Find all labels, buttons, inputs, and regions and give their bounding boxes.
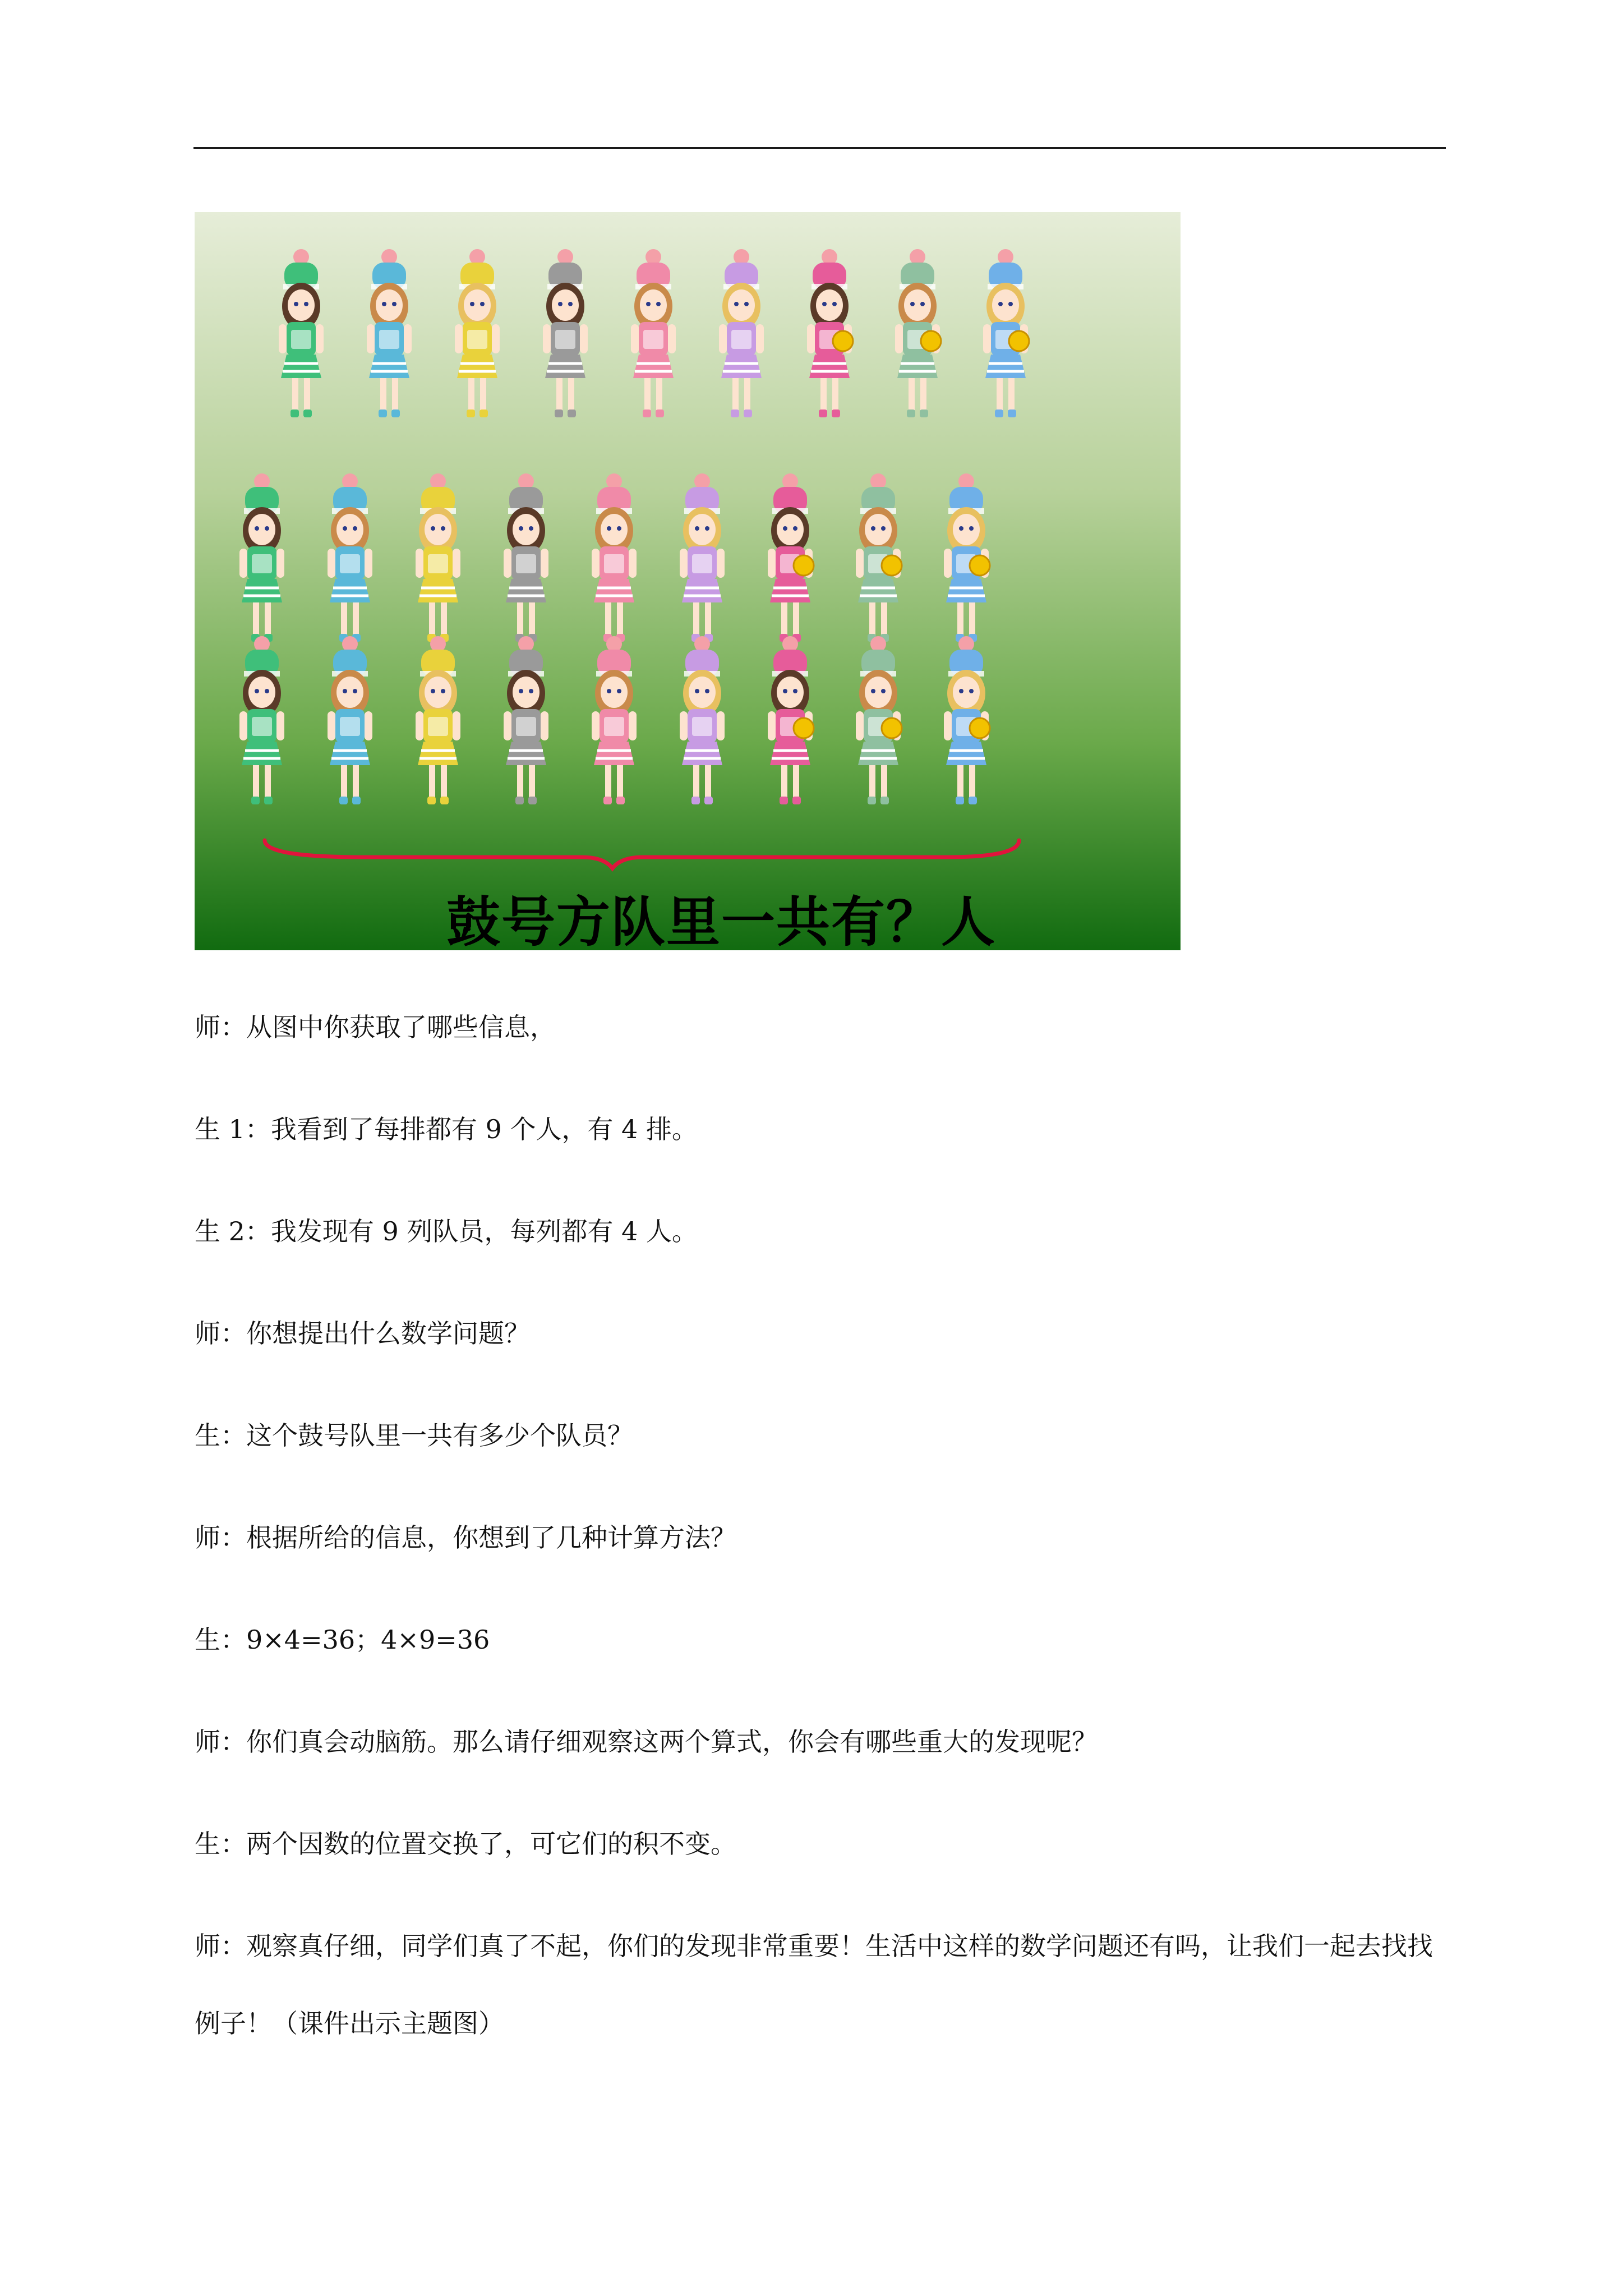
dialogue-line-3: 生 2：我发现有 9 列队员，每列都有 4 人。 <box>195 1216 698 1246</box>
band-performer <box>367 249 412 417</box>
dialogue-line-9: 生：两个因数的位置交换了，可它们的积不变。 <box>195 1829 736 1859</box>
band-performer <box>983 249 1029 417</box>
band-performer <box>455 249 500 417</box>
band-performer <box>807 249 853 417</box>
figure-caption: 鼓号方队里一共有？人 <box>446 890 996 950</box>
band-performer <box>680 636 725 804</box>
band-performer <box>856 636 902 804</box>
header-rule <box>193 147 1446 149</box>
band-performer <box>543 249 588 417</box>
band-performer <box>631 249 676 417</box>
band-performer <box>328 636 372 804</box>
dialogue-line-6: 师：根据所给的信息，你想到了几种计算方法？ <box>195 1522 736 1553</box>
dialogue-line-8: 师：你们真会动脑筋。那么请仔细观察这两个算式，你会有哪些重大的发现呢？ <box>195 1727 1098 1757</box>
band-performer <box>416 473 460 642</box>
band-performer <box>768 636 814 804</box>
band-performer <box>504 473 548 642</box>
band-performer <box>279 249 324 417</box>
band-performer <box>239 636 284 804</box>
dialogue-line-7: 生：9×4=36；4×9=36 <box>195 1625 490 1655</box>
band-performer <box>895 249 941 417</box>
band-performer <box>328 473 372 642</box>
red-brace <box>265 840 1019 868</box>
dialogue-line-10: 师：观察真仔细，同学们真了不起，你们的发现非常重要！生活中这样的数学问题还有吗，让我们一起去找找例子！（课件出示主题图） <box>195 1931 1433 2039</box>
band-performer <box>416 636 460 804</box>
band-performer <box>592 636 637 804</box>
band-performer <box>719 249 764 417</box>
band-performer <box>239 473 284 642</box>
band-performer <box>944 473 990 642</box>
band-performer <box>856 473 902 642</box>
band-performer <box>768 473 814 642</box>
band-performer <box>504 636 548 804</box>
dialogue-line-2: 生 1：我看到了每排都有 9 个人，有 4 排。 <box>195 1114 698 1144</box>
band-performer <box>680 473 725 642</box>
dialogue-line-1: 师：从图中你获取了哪些信息， <box>195 1012 556 1042</box>
drum-band-illustration <box>195 212 1181 950</box>
band-performer <box>592 473 637 642</box>
drum-band-figure <box>195 212 1181 950</box>
dialogue-line-4: 师：你想提出什么数学问题？ <box>195 1318 530 1349</box>
band-performer <box>944 636 990 804</box>
dialogue <box>195 1014 1448 2138</box>
dialogue-line-5: 生：这个鼓号队里一共有多少个队员？ <box>195 1420 633 1451</box>
